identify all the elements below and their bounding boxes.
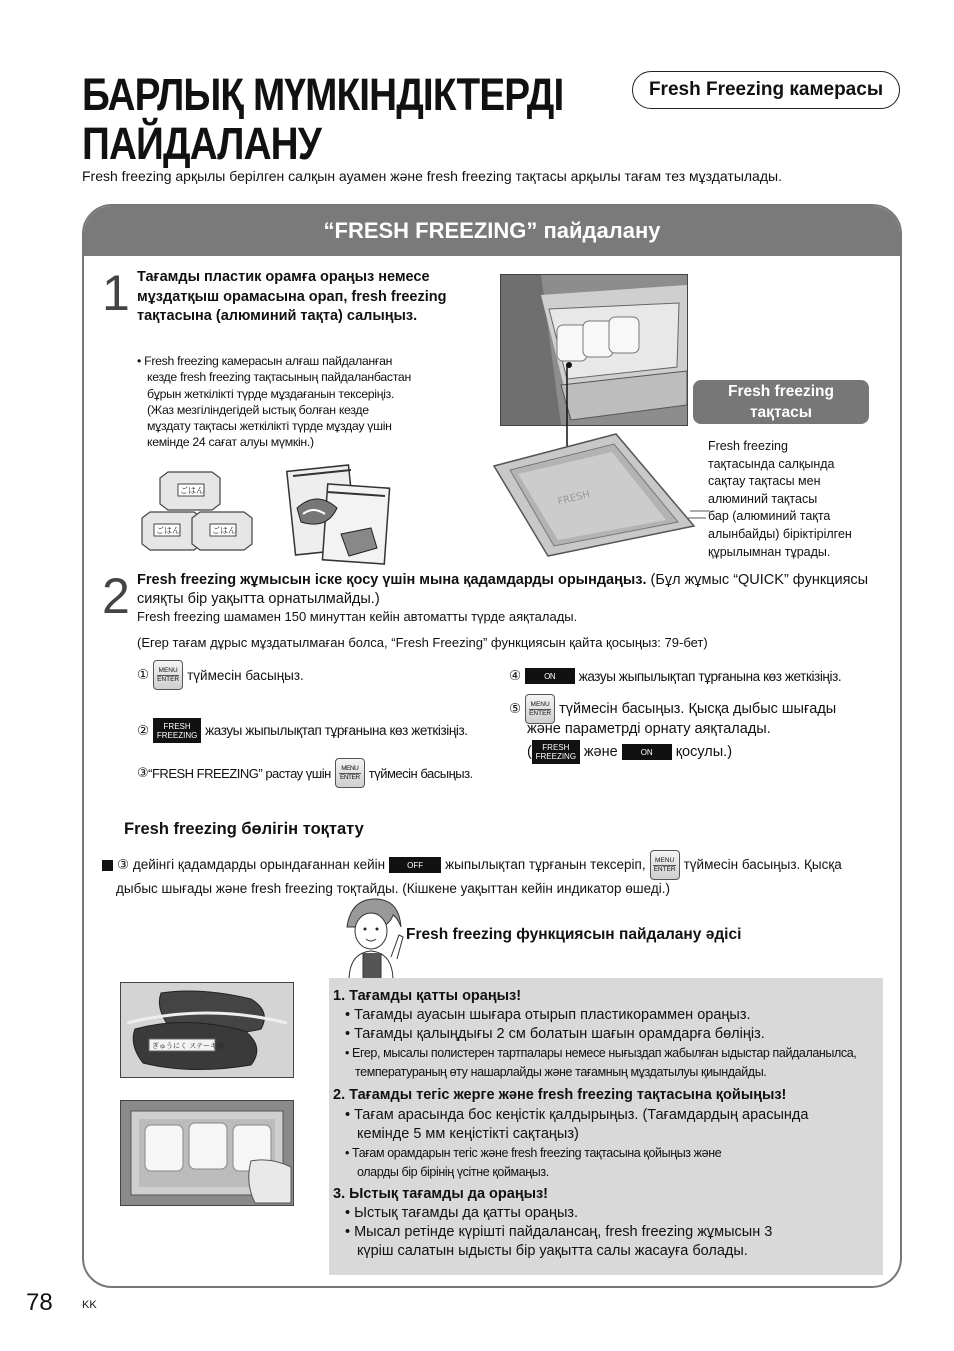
aluminium-tray-illustration: [488, 430, 708, 560]
step-1-note: • Fresh freezing камерасын алғаш пайдаланған кезде fresh freezing тақтасының пайдаланбастан бұрын жеткілікті түрде мұздағанын тексеріңіз. (Жаз мезгіліндегідей ыстық болған кезде мұздату тақтасы жеткілікті түрде мұздау үшін кемінде 24 сағат алуы мүмкін.): [137, 354, 411, 450]
tip-1-heading: 1. Тағамды қатты ораңыз!: [333, 988, 522, 1004]
operation-5-line2: және параметрді орнату аяқталады.: [527, 721, 771, 737]
tray-label: Fresh freezing тақтасы: [693, 380, 869, 424]
tip-2-heading: 2. Тағамды тегіс жерге және fresh freezing тақтасына қойыңыз!: [333, 1087, 787, 1103]
language-code: KK: [82, 1299, 97, 1311]
page-title: БАРЛЫҚ МҮМКІНДІКТЕРДІ ПАЙДАЛАНУ: [82, 69, 564, 169]
tip-1-bullets: • Тағамды ауасын шығара отырып пластикораммен ораңыз. • Тағамды қалыңдығы 2 см болатын шағын орамдарға бөліңіз. • Егер, мысалы полистерен тартпалары немесе нығыздап жабылған ыдыстар пайдаланылса, температураның өту нашарлайды және тағамның мұздатылуы қиындайды.: [345, 1007, 857, 1079]
menu-enter-key-icon: MENU ENTER: [525, 694, 555, 724]
panel-heading: “FRESH FREEZING” пайдалану: [84, 206, 900, 256]
rice-label-3: ごはん: [212, 526, 236, 535]
step-2-duration: Fresh freezing шамамен 150 минуттан кейін автоматты түрде аяқталады.: [137, 609, 578, 624]
rice-label-2: ごはん: [156, 526, 180, 535]
on-indicator-icon: ON: [622, 744, 672, 760]
instructor-woman-illustration: [335, 897, 405, 981]
meat-package-label: ぎゅうにく ステーキ肉: [152, 1042, 225, 1050]
tip-2-bullets: • Тағам арасында бос кеңістік қалдырыңыз. (Тағамдардың арасында кемінде 5 мм кеңістікті сақтаңыз) • Тағам орамдарын тегіс және fresh freezing тақтасына қойыңыз және оларды бір бірінің үсітне қоймаңыз.: [345, 1107, 809, 1179]
menu-enter-key-icon: MENU ENTER: [650, 850, 680, 880]
menu-enter-key-icon: MENU ENTER: [335, 758, 365, 788]
rice-containers-illustration: [140, 462, 260, 556]
step-1-heading: Тағамды пластик орамға ораңыз немесе мұздатқыш орамасына орап, fresh freezing тақтасына (алюминий тақта) салыңыз.: [137, 269, 447, 324]
off-indicator-icon: OFF: [389, 857, 441, 873]
tray-with-food-photo: [120, 1100, 294, 1206]
fresh-freezing-indicator-icon: FRESH FREEZING: [153, 718, 201, 743]
step-2-number: 2: [102, 568, 130, 624]
operation-5-line3: ( FRESH FREEZING және ON қосулы.): [527, 740, 732, 764]
stop-section-text: ③ дейінгі қадамдарды орындағаннан кейін OFF жыпылықтап тұрғанын тексеріп, MENU ENTER түймесін басыңыз. Қысқа дыбыс шығады және fresh freezing тоқтайды. (Кішкене уақыттан кейін индикатор өшеді.): [102, 850, 892, 899]
page-number: 78: [26, 1289, 53, 1316]
freezer-bags-illustration: [285, 462, 395, 566]
operation-3: ③ “FRESH FREEZING” растау үшін MENU ENTER түймесін басыңыз.: [137, 758, 473, 788]
operation-4: ④ ON жазуы жыпылықтап тұрғанына көз жеткізіңіз.: [509, 668, 842, 684]
step-2-note: (Егер тағам дұрыс мұздатылмаған болса, “Fresh Freezing” функциясын қайта қосыңыз: 79-бет): [137, 635, 708, 650]
section-tag: Fresh Freezing камерасы: [632, 71, 900, 109]
intro-text: Fresh freezing арқылы берілген салқын ауамен және fresh freezing тақтасы арқылы тағам тез мұздатылады.: [82, 168, 782, 184]
step-2-heading: Fresh freezing жұмысын іске қосу үшін мына қадамдарды орындаңыз. (Бұл жұмыс “QUICK” функциясы сияқты бір уақытта орнатылмайды.): [137, 572, 869, 607]
square-bullet-icon: [102, 860, 113, 871]
on-indicator-icon: ON: [525, 668, 575, 684]
operation-2: ② FRESH FREEZING жазуы жыпылықтап тұрғанына көз жеткізіңіз.: [137, 718, 468, 743]
step-1-number: 1: [102, 265, 130, 321]
tray-pointer-line: [690, 506, 710, 516]
svg-text:FRESH: FRESH: [556, 489, 592, 508]
fresh-freezing-indicator-icon: FRESH FREEZING: [532, 740, 580, 764]
tip-3-bullets: • Ыстық тағамды да қатты ораңыз. • Мысал ретінде күрішті пайдалансаң, fresh freezing жұмысын 3 күріш салатын ыдысты бір уақытта салы жасауға болады.: [345, 1205, 773, 1259]
menu-enter-key-icon: MENU ENTER: [153, 660, 183, 690]
freezer-compartment-photo: [500, 274, 688, 426]
howto-title: Fresh freezing функциясын пайдалану әдісі: [406, 926, 742, 943]
rice-label-1: ごはん: [180, 486, 204, 495]
wrapped-meat-photo: [120, 982, 294, 1078]
tip-3-heading: 3. Ыстық тағамды да ораңыз!: [333, 1186, 549, 1202]
operation-1: ① MENU ENTER түймесін басыңыз.: [137, 660, 304, 690]
stop-section-title: Fresh freezing бөлігін тоқтату: [124, 820, 364, 838]
tray-description: Fresh freezing тақтасында салқында сақтау тақтасы мен алюминий тақтасы бар (алюминий тақта алынбайды) біріктірілген құрылымнан тұрады.: [708, 439, 852, 559]
operation-5: ⑤ MENU ENTER түймесін басыңыз. Қысқа дыбыс шығады: [509, 694, 836, 724]
